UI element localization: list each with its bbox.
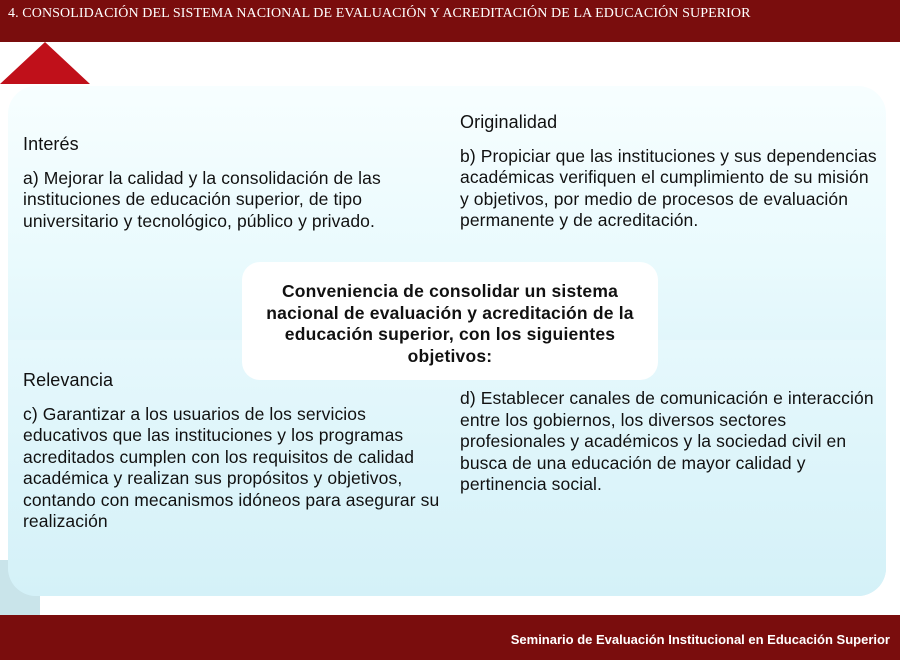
quadrant-relevancia [23,370,443,533]
quadrant-heading: Originalidad [460,112,558,132]
slide-title: 4. CONSOLIDACIÓN DEL SISTEMA NACIONAL DE EVALUACIÓN Y ACREDITACIÓN DE LA EDUCACIÓN SUPERIOR [8,6,751,21]
quadrant-text: b) Propiciar que las instituciones y sus dependencias académicas verifiquen el cumplimiento de su misión y objetivos, por medio de procesos de evaluación permanente y de acreditación. [460,145,877,230]
quadrant-heading: Relevancia [23,370,114,390]
quadrant-interes [23,134,443,232]
red-triangle-decoration [0,42,90,84]
footer-text: Seminario de Evaluación Institucional en Educación Superior [510,632,890,647]
quadrant-text: d) Establecer canales de comunicación e interacción entre los gobiernos, los diversos sectores profesionales y académicos y la sociedad civil en busca de una educación de mayor calidad y pertinencia social. [460,388,874,494]
quadrant-heading: Interés [23,134,79,154]
quadrant-text: a) Mejorar la calidad y la consolidación de las instituciones de educación superior, de tipo universitario y tecnológico, público y privado. [23,167,381,231]
quadrant-text: c) Garantizar a los usuarios de los servicios educativos que las instituciones y los programas acreditados cumplen con los requisitos de calidad académica y realizan sus propósitos y objetivos, contando con mecanismos idóneos para asegurar su realización [23,403,440,531]
center-callout-text: Conveniencia de consolidar un sistema nacional de evaluación y acreditación de la educación superior, con los siguientes objetivos: [266,281,634,366]
quadrant-precision [460,368,880,496]
quadrant-originalidad [460,112,880,232]
